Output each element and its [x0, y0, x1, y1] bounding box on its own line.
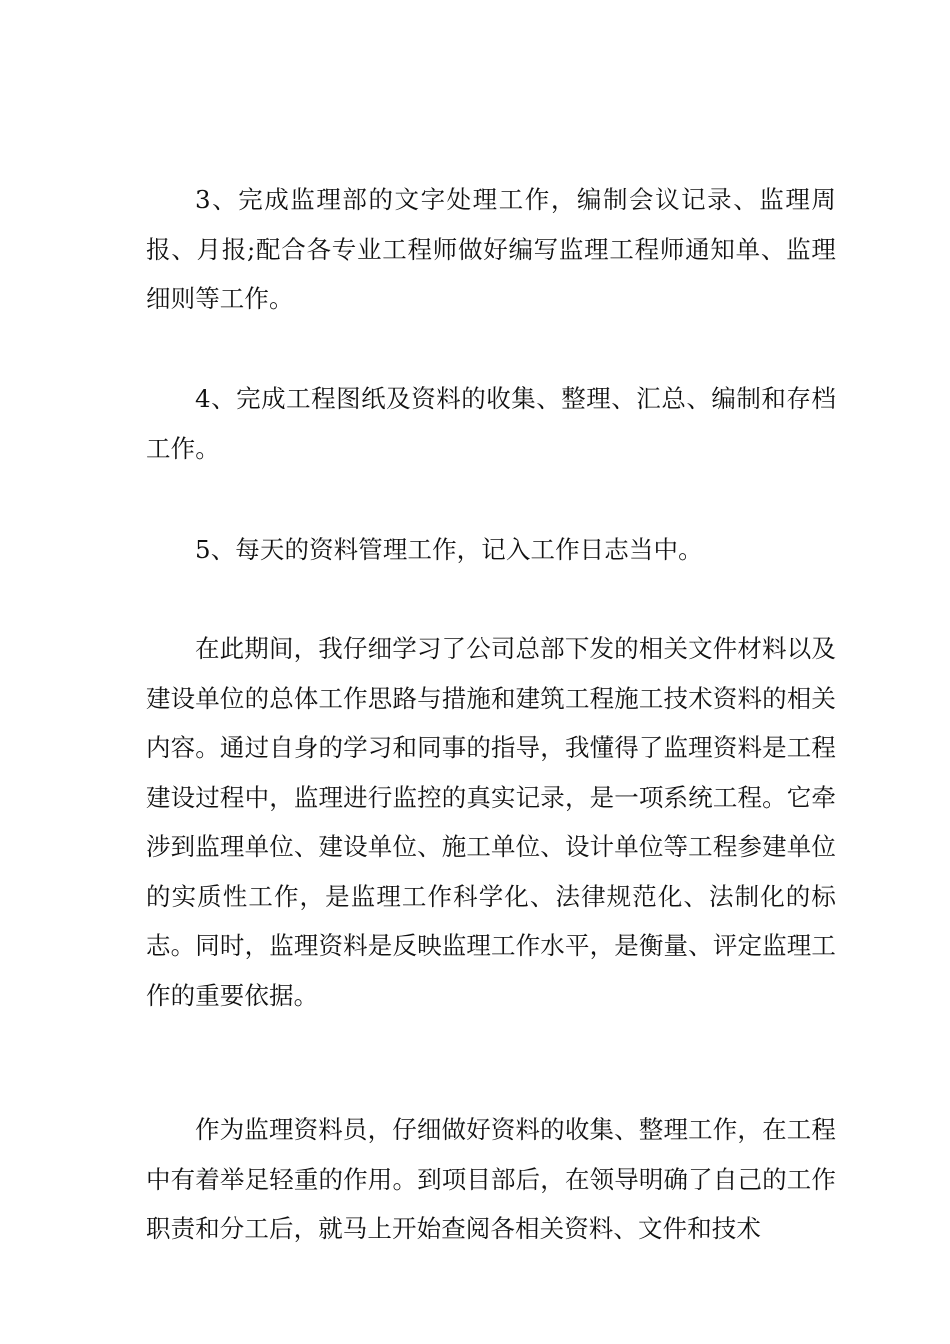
paragraph-study-period: 在此期间，我仔细学习了公司总部下发的相关文件材料以及建设单位的总体工作思路与措施和建筑工程施工技术资料的相关内容。通过自身的学习和同事的指导，我懂得了监理资料是工程建设过程中，监理进行监控的真实记录，是一项系统工程。它牵涉到监理单位、建设单位、施工单位、设计单位等工程参建单位的实质性工作，是监理工作科学化、法律规范化、法制化的标志。同时，监理资料是反映监理工作水平，是衡量、评定监理工作的重要依据。: [146, 634, 836, 1010]
paragraph-role-description: 作为监理资料员，仔细做好资料的收集、整理工作，在工程中有着举足轻重的作用。到项目部后，在领导明确了自己的工作职责和分工后，就马上开始查阅各相关资料、文件和技术: [146, 1115, 836, 1243]
paragraph-item-5: 5、每天的资料管理工作，记入工作日志当中。: [195, 535, 703, 564]
paragraph-item-4: 4、完成工程图纸及资料的收集、整理、汇总、编制和存档工作。: [146, 384, 836, 463]
paragraph-item-3: 3、完成监理部的文字处理工作，编制会议记录、监理周报、月报;配合各专业工程师做好编写监理工程师通知单、监理细则等工作。: [146, 185, 836, 313]
